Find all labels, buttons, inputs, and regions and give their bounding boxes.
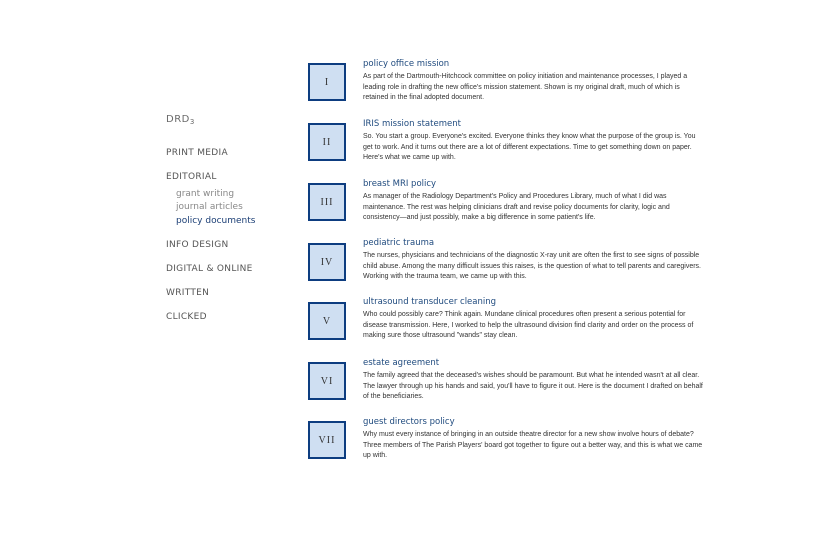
entry-title[interactable]: breast MRI policy	[363, 179, 437, 189]
subnav-policy-documents[interactable]: policy documents	[176, 216, 256, 226]
nav-written[interactable]: WRITTEN	[166, 288, 210, 298]
entry-description: The nurses, physicians and technicians of the diagnostic X-ray unit are often the first to see signs of possible child abuse. Among the many difficult issues this raises, is the question of what to tell parents and caregivers. Working with the trauma team, we came up with this.	[363, 252, 701, 280]
entry-number-box[interactable]	[308, 421, 346, 459]
nav-clicked[interactable]: CLICKED	[166, 312, 207, 322]
subnav-journal-articles[interactable]: journal articles	[176, 202, 243, 212]
entry-title[interactable]: ultrasound transducer cleaning	[363, 297, 497, 307]
entry-title[interactable]: pediatric trauma	[363, 238, 435, 248]
entry-number-box[interactable]	[308, 243, 346, 281]
logo-text: DRD	[166, 114, 190, 125]
entry-description: Why must every instance of bringing in an outside theatre director for a new show involve hours of debate? Three members of The Parish Players' board got together to figure out a better way, and this is what we came up with.	[363, 431, 703, 459]
entry-description: The family agreed that the deceased's wishes should be paramount. But what he intended wasn't at all clear. The lawyer through up his hands and said, you'll have to figure it out. Here is the document I drafted on behalf of the beneficiaries.	[363, 372, 703, 400]
entry-description: As manager of the Radiology Department's Policy and Procedures Library, much of what I did was maintenance. The rest was helping clinicians draft and revise policy documents for clarity, logic and consistency—and just possibly, make a big difference in some patient's life.	[363, 193, 670, 221]
entry-numeral: II	[322, 136, 332, 148]
entry-number-box[interactable]	[308, 302, 346, 340]
entry-numeral: V	[322, 315, 332, 327]
nav-editorial[interactable]: EDITORIAL	[166, 172, 217, 182]
entry-numeral: III	[320, 196, 334, 208]
entry-description: Who could possibly care? Think again. Mundane clinical procedures often present a serious potential for disease transmission. Here, I worked to help the ultrasound division find clarity and order on the process of making sure those ultrasound "wands" stay clean.	[363, 311, 694, 339]
entry-number-box[interactable]	[308, 63, 346, 101]
entry-numeral: VI	[320, 375, 334, 387]
entry-description: As part of the Dartmouth-Hitchcock committee on policy initiation and maintenance processes, I played a leading role in drafting the new office's mission statement. Shown is my original draft, much of which is retained in the final adopted document.	[363, 73, 688, 101]
site-logo[interactable]	[166, 114, 195, 126]
nav-info-design[interactable]: INFO DESIGN	[166, 240, 229, 250]
entry-title[interactable]: policy office mission	[363, 59, 450, 69]
entry-title[interactable]: guest directors policy	[363, 417, 455, 427]
entry-description: So. You start a group. Everyone's excited. Everyone thinks they know what the purpose of the group is. You get to work. And it turns out there are a lot of different expectations. Time to get something down on paper. Here's what we came up with.	[363, 133, 696, 161]
nav-digital-online[interactable]: DIGITAL & ONLINE	[166, 264, 253, 274]
entry-numeral: I	[324, 76, 330, 88]
entry-number-box[interactable]	[308, 123, 346, 161]
subnav-grant-writing[interactable]: grant writing	[176, 189, 235, 199]
entry-numeral: VII	[318, 434, 336, 446]
entry-title[interactable]: IRIS mission statement	[363, 119, 461, 129]
nav-print-media[interactable]: PRINT MEDIA	[166, 148, 228, 158]
entry-number-box[interactable]	[308, 362, 346, 400]
logo-subscript: 3	[189, 118, 195, 126]
entry-numeral: IV	[320, 256, 334, 268]
entry-number-box[interactable]	[308, 183, 346, 221]
entry-title[interactable]: estate agreement	[363, 358, 440, 368]
